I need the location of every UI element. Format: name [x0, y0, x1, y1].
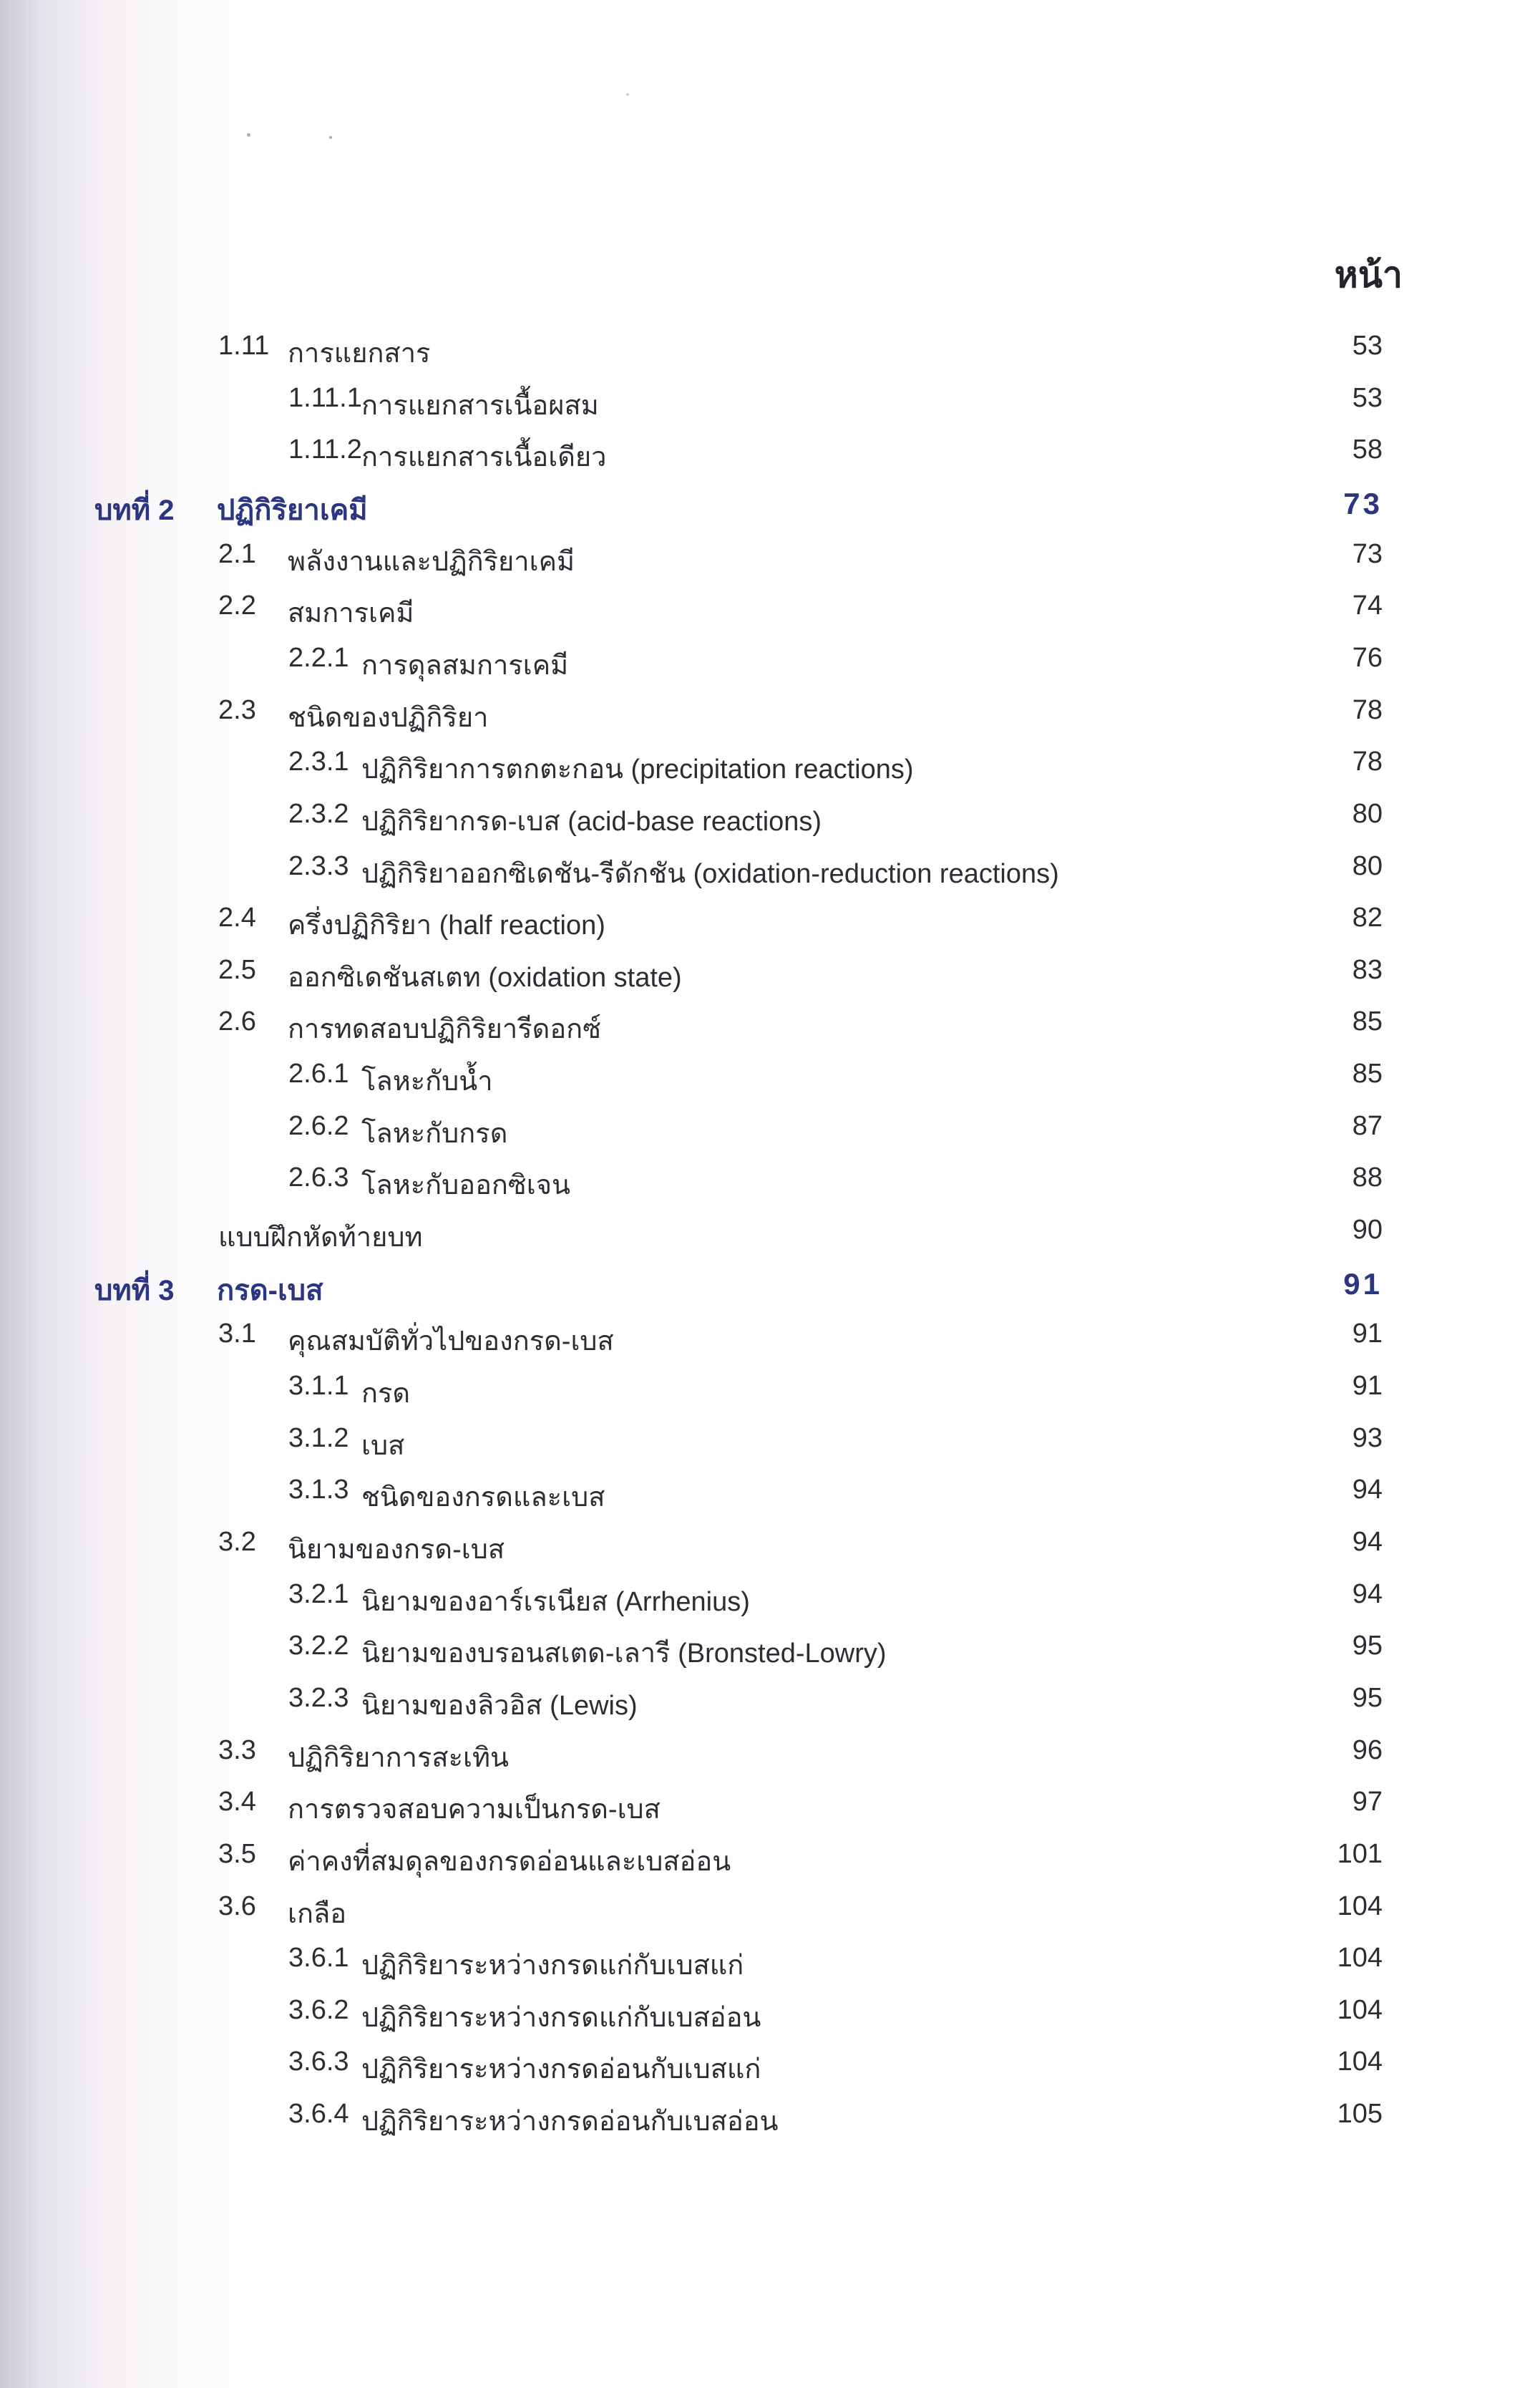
- page-number: 83: [1352, 954, 1383, 985]
- section-title: โลหะกับกรด: [361, 1118, 508, 1149]
- section-title: ชนิดของปฏิกิริยา: [288, 702, 489, 733]
- section-title: การตรวจสอบความเป็นกรด-เบส: [288, 1795, 661, 1825]
- section-title: นิยามของลิวอิส (Lewis): [361, 1690, 638, 1721]
- toc-entry-row[interactable]: [0, 1995, 1540, 2038]
- section-title: แบบฝึกหัดท้ายบท: [218, 1223, 423, 1253]
- toc-entry-row[interactable]: [0, 695, 1540, 738]
- toc-entry-row[interactable]: [0, 1423, 1540, 1466]
- chapter-title: กรด-เบส: [217, 1274, 323, 1306]
- toc-entry-row[interactable]: [0, 2047, 1540, 2090]
- section-number: 2.3: [218, 694, 256, 725]
- section-number: 1.11.2: [288, 435, 362, 465]
- page-number: 76: [1352, 642, 1383, 673]
- section-number: 3.6: [218, 1890, 256, 1921]
- section-title: เกลือ: [288, 1898, 347, 1929]
- section-number: 3.1.3: [288, 1475, 349, 1505]
- toc-entry-row[interactable]: [0, 1059, 1540, 1102]
- toc-entry-row[interactable]: [0, 851, 1540, 894]
- toc-entry-row[interactable]: [0, 1319, 1540, 1362]
- section-number: 2.6.1: [288, 1059, 349, 1089]
- section-number: 2.6.2: [288, 1110, 349, 1141]
- chapter-title: ปฏิกิริยาเคมี: [217, 494, 368, 526]
- section-number: 2.3.3: [288, 850, 349, 881]
- toc-entry-row[interactable]: [0, 1163, 1540, 1205]
- toc-entry-row[interactable]: [0, 591, 1540, 634]
- toc-entry-row[interactable]: [0, 1371, 1540, 1414]
- page-number: 91: [1352, 1319, 1383, 1349]
- section-title: การทดสอบปฏิกิริยารีดอกซ์: [288, 1014, 601, 1045]
- section-title: ปฏิกิริยากรด-เบส (acid-base reactions): [361, 806, 822, 837]
- page-number: 104: [1337, 1994, 1383, 2025]
- section-number: 1.11: [218, 331, 270, 361]
- toc-entry-row[interactable]: [0, 539, 1540, 582]
- page-number: 87: [1352, 1110, 1383, 1141]
- section-number: 2.3.2: [288, 798, 349, 829]
- section-number: 2.3.1: [288, 747, 349, 777]
- section-title: ปฏิกิริยาการตกตะกอน (precipitation reactions): [361, 754, 914, 785]
- section-title: ปฏิกิริยาออกซิเดชัน-รีดักชัน (oxidation-reduction reactions): [361, 858, 1059, 889]
- page-number: 94: [1352, 1475, 1383, 1505]
- page-number: 78: [1352, 694, 1383, 725]
- section-title: เบส: [361, 1430, 405, 1461]
- toc-entry-row[interactable]: [0, 1111, 1540, 1154]
- toc-entry-row[interactable]: [0, 1683, 1540, 1726]
- section-title: การดุลสมการเคมี: [361, 650, 569, 681]
- page-number: 91: [1352, 1371, 1383, 1401]
- toc-entry-row[interactable]: [0, 1943, 1540, 1986]
- toc-entry-row[interactable]: [0, 1631, 1540, 1674]
- toc-entry-row[interactable]: [0, 903, 1540, 946]
- section-title: นิยามของอาร์เรเนียส (Arrhenius): [361, 1586, 750, 1617]
- page-number: 101: [1337, 1838, 1383, 1869]
- section-number: 2.1: [218, 538, 256, 569]
- section-number: 3.6.1: [288, 1943, 349, 1974]
- section-number: 3.4: [218, 1787, 256, 1817]
- page-number: 104: [1337, 2047, 1383, 2077]
- section-title: โลหะกับออกซิเจน: [361, 1170, 570, 1201]
- section-number: 3.3: [218, 1734, 256, 1765]
- page-number: 105: [1337, 2099, 1383, 2130]
- page-number: 74: [1352, 591, 1383, 621]
- section-title: ออกซิเดชันสเตท (oxidation state): [288, 962, 682, 993]
- page-number: 78: [1352, 747, 1383, 777]
- page-column-header: หน้า: [1334, 255, 1403, 295]
- section-number: 2.5: [218, 954, 256, 985]
- section-title: ปฏิกิริยาระหว่างกรดแก่กับเบสแก่: [361, 1951, 744, 1981]
- page-number: 90: [1352, 1215, 1383, 1246]
- section-number: 1.11.1: [288, 382, 362, 413]
- section-title: ปฏิกิริยาการสะเทิน: [288, 1742, 510, 1773]
- toc-entry-row[interactable]: [0, 1735, 1540, 1778]
- toc-entry-row[interactable]: [0, 1579, 1540, 1622]
- section-number: 3.2: [218, 1526, 256, 1557]
- page-number: 58: [1352, 435, 1383, 465]
- section-title: นิยามของกรด-เบส: [288, 1534, 505, 1565]
- page-number: 53: [1352, 382, 1383, 413]
- page-number: 94: [1352, 1526, 1383, 1557]
- page-number: 91: [1343, 1266, 1383, 1301]
- toc-entry-row[interactable]: [0, 1787, 1540, 1830]
- section-number: 2.2: [218, 591, 256, 621]
- section-number: 3.6.3: [288, 2047, 349, 2077]
- section-number: 3.2.1: [288, 1578, 349, 1609]
- toc-entry-row[interactable]: [0, 2099, 1540, 2142]
- toc-entry-row[interactable]: [0, 1006, 1540, 1049]
- section-number: 2.6: [218, 1006, 256, 1037]
- toc-entry-row[interactable]: [0, 1891, 1540, 1934]
- section-title: สมการเคมี: [288, 598, 414, 629]
- section-title: การแยกสารเนื้อผสม: [361, 390, 599, 421]
- page-number: 94: [1352, 1578, 1383, 1609]
- section-title: ชนิดของกรดและเบส: [361, 1482, 605, 1513]
- page-number: 85: [1352, 1059, 1383, 1089]
- page-number: 53: [1352, 331, 1383, 361]
- section-number: 3.5: [218, 1838, 256, 1869]
- toc-entry-row[interactable]: [0, 435, 1540, 477]
- section-title: ปฏิกิริยาระหว่างกรดอ่อนกับเบสอ่อน: [361, 2107, 779, 2137]
- section-title: ปฏิกิริยาระหว่างกรดแก่กับเบสอ่อน: [361, 2002, 761, 2033]
- page-number: 80: [1352, 850, 1383, 881]
- toc-entry-row[interactable]: [0, 383, 1540, 426]
- section-number: 3.6.2: [288, 1994, 349, 2025]
- section-number: 3.1.1: [288, 1371, 349, 1401]
- scan-speck: [247, 133, 250, 137]
- section-title: ครึ่งปฏิกิริยา (half reaction): [288, 911, 605, 941]
- page-number: 95: [1352, 1631, 1383, 1661]
- section-number: 3.1: [218, 1319, 256, 1349]
- chapter-label: บทที่ 3: [94, 1274, 175, 1306]
- page-number: 73: [1343, 486, 1383, 520]
- section-title: ปฏิกิริยาระหว่างกรดอ่อนกับเบสแก่: [361, 2054, 761, 2085]
- toc-entry-row[interactable]: [0, 955, 1540, 998]
- page-number: 80: [1352, 798, 1383, 829]
- page-number: 97: [1352, 1787, 1383, 1817]
- scan-speck: [626, 93, 629, 96]
- section-title: การแยกสาร: [288, 339, 431, 369]
- toc-entry-row[interactable]: [0, 1527, 1540, 1570]
- section-number: 2.6.3: [288, 1163, 349, 1193]
- section-title: คุณสมบัติทั่วไปของกรด-เบส: [288, 1326, 614, 1357]
- page-number: 96: [1352, 1734, 1383, 1765]
- section-number: 2.2.1: [288, 642, 349, 673]
- section-number: 3.2.3: [288, 1682, 349, 1713]
- page-number: 85: [1352, 1006, 1383, 1037]
- toc-entry-row[interactable]: [0, 799, 1540, 842]
- toc-entry-row[interactable]: [0, 643, 1540, 686]
- page-number: 73: [1352, 538, 1383, 569]
- section-title: ค่าคงที่สมดุลของกรดอ่อนและเบสอ่อน: [288, 1846, 731, 1877]
- toc-entry-row[interactable]: [0, 1839, 1540, 1882]
- page-number: 82: [1352, 903, 1383, 933]
- page-number: 93: [1352, 1422, 1383, 1453]
- chapter-label: บทที่ 2: [94, 494, 175, 526]
- section-title: พลังงานและปฏิกิริยาเคมี: [288, 546, 575, 577]
- toc-chapter-row[interactable]: [0, 1267, 1540, 1310]
- page-number: 88: [1352, 1163, 1383, 1193]
- page-number: 104: [1337, 1943, 1383, 1974]
- toc-entry-row[interactable]: [0, 747, 1540, 790]
- section-title: การแยกสารเนื้อเดียว: [361, 442, 607, 473]
- toc-entry-row[interactable]: [0, 331, 1540, 374]
- toc-chapter-row[interactable]: [0, 487, 1540, 530]
- section-number: 3.6.4: [288, 2099, 349, 2130]
- section-number: 2.4: [218, 903, 256, 933]
- scan-speck: [329, 136, 332, 139]
- toc-entry-row[interactable]: [0, 1215, 1540, 1258]
- section-title: โลหะกับน้ำ: [361, 1067, 493, 1097]
- page-number: 104: [1337, 1890, 1383, 1921]
- page-number: 95: [1352, 1682, 1383, 1713]
- section-title: นิยามของบรอนสเตด-เลารี (Bronsted-Lowry): [361, 1639, 887, 1669]
- section-number: 3.2.2: [288, 1631, 349, 1661]
- section-title: กรด: [361, 1379, 411, 1409]
- section-number: 3.1.2: [288, 1422, 349, 1453]
- toc-entry-row[interactable]: [0, 1475, 1540, 1518]
